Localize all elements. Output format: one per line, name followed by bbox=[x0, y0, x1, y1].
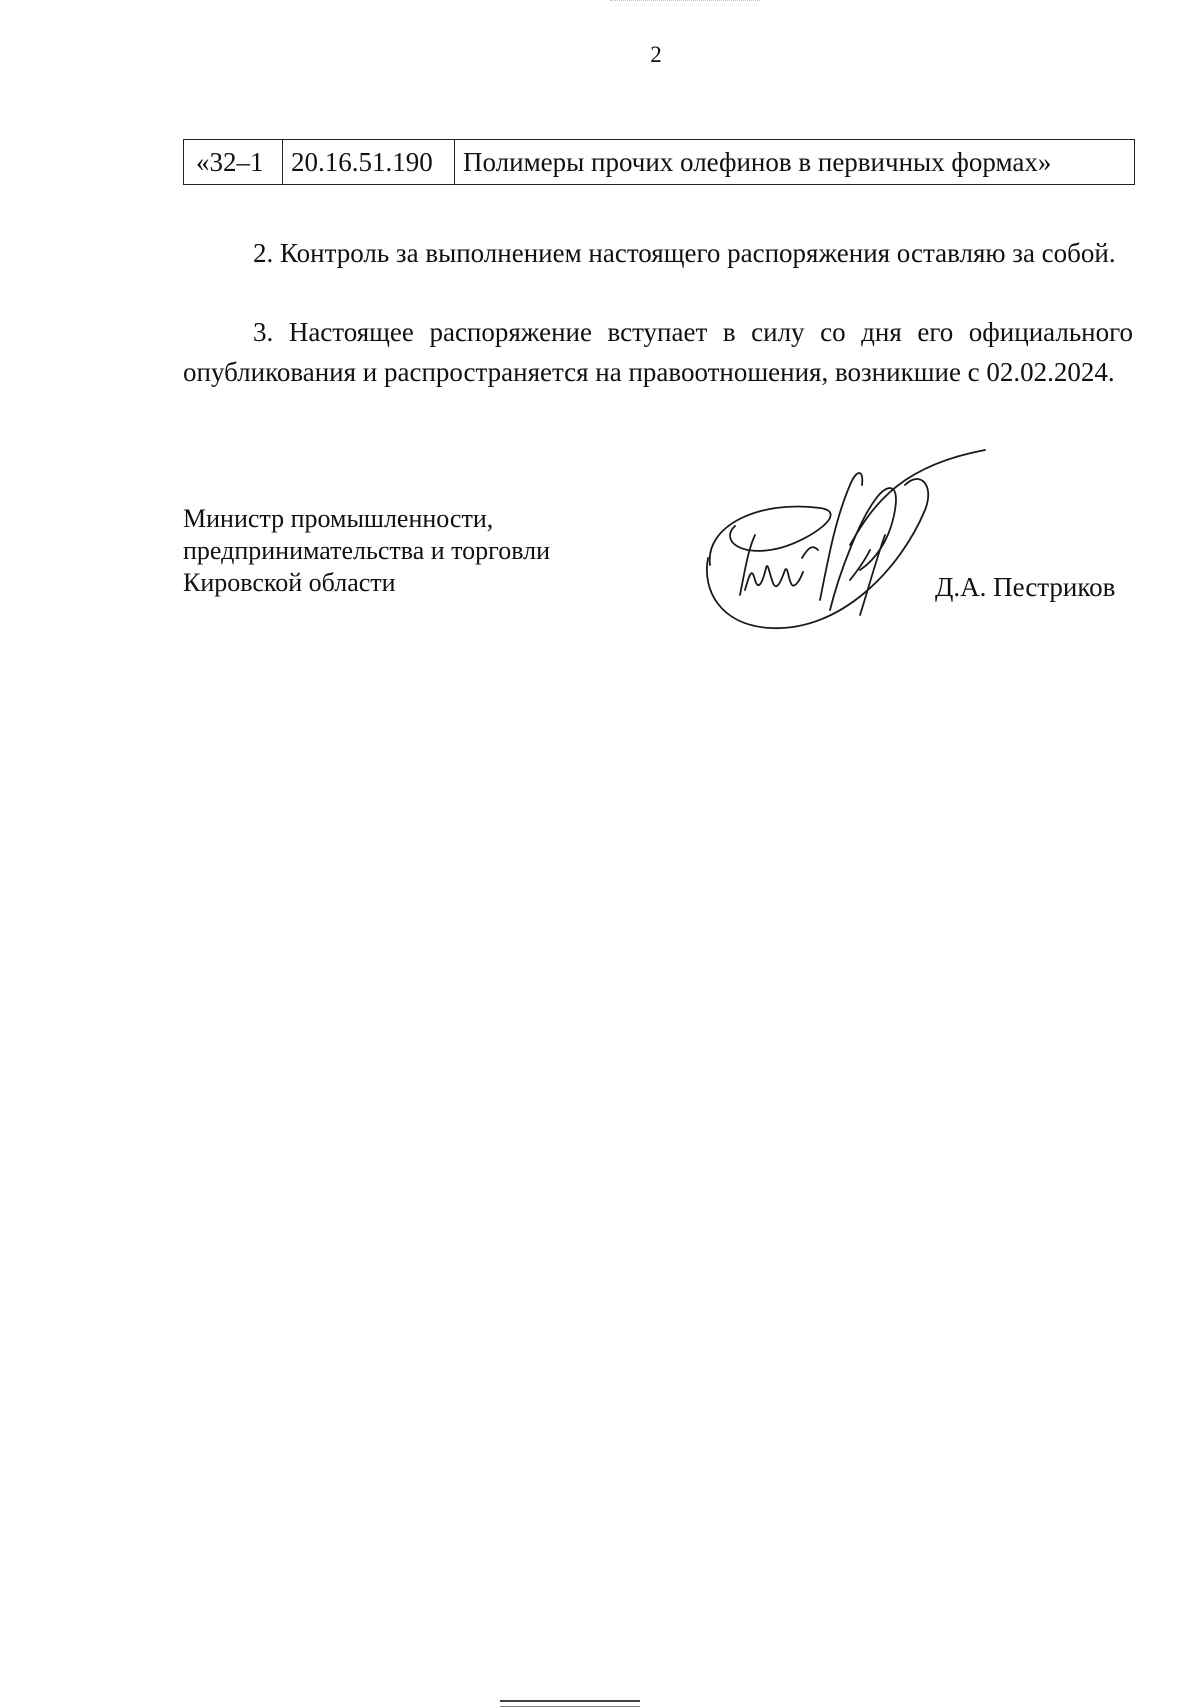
scan-artifact-bottom bbox=[500, 1700, 640, 1707]
signatory-title-line-3: Кировской области bbox=[183, 568, 396, 597]
table-cell-code: 20.16.51.190 bbox=[283, 140, 455, 185]
table-row bbox=[184, 140, 1135, 185]
page-number: 2 bbox=[650, 42, 662, 67]
paragraph-3: 3. Настоящее распоряжение вступает в силу со дня его официального опубликования и распространяется на правоотношения, возникшие с 02.02.2024. bbox=[183, 317, 1133, 387]
code-table bbox=[183, 139, 1135, 185]
paragraph-2: 2. Контроль за выполнением настоящего распоряжения оставляю за собой. bbox=[253, 238, 1116, 268]
table-cell-name: Полимеры прочих олефинов в первичных формах» bbox=[455, 140, 1135, 185]
signatory-title bbox=[183, 503, 550, 599]
table-cell-number: «32–1 bbox=[184, 140, 283, 185]
signatory-title-line-1: Министр промышленности, bbox=[183, 504, 494, 533]
scan-artifact-top bbox=[610, 0, 760, 4]
signatory-name: Д.А. Пестриков bbox=[935, 572, 1116, 602]
signatory-title-line-2: предпринимательства и торговли bbox=[183, 536, 551, 565]
handwritten-signature bbox=[700, 440, 990, 640]
